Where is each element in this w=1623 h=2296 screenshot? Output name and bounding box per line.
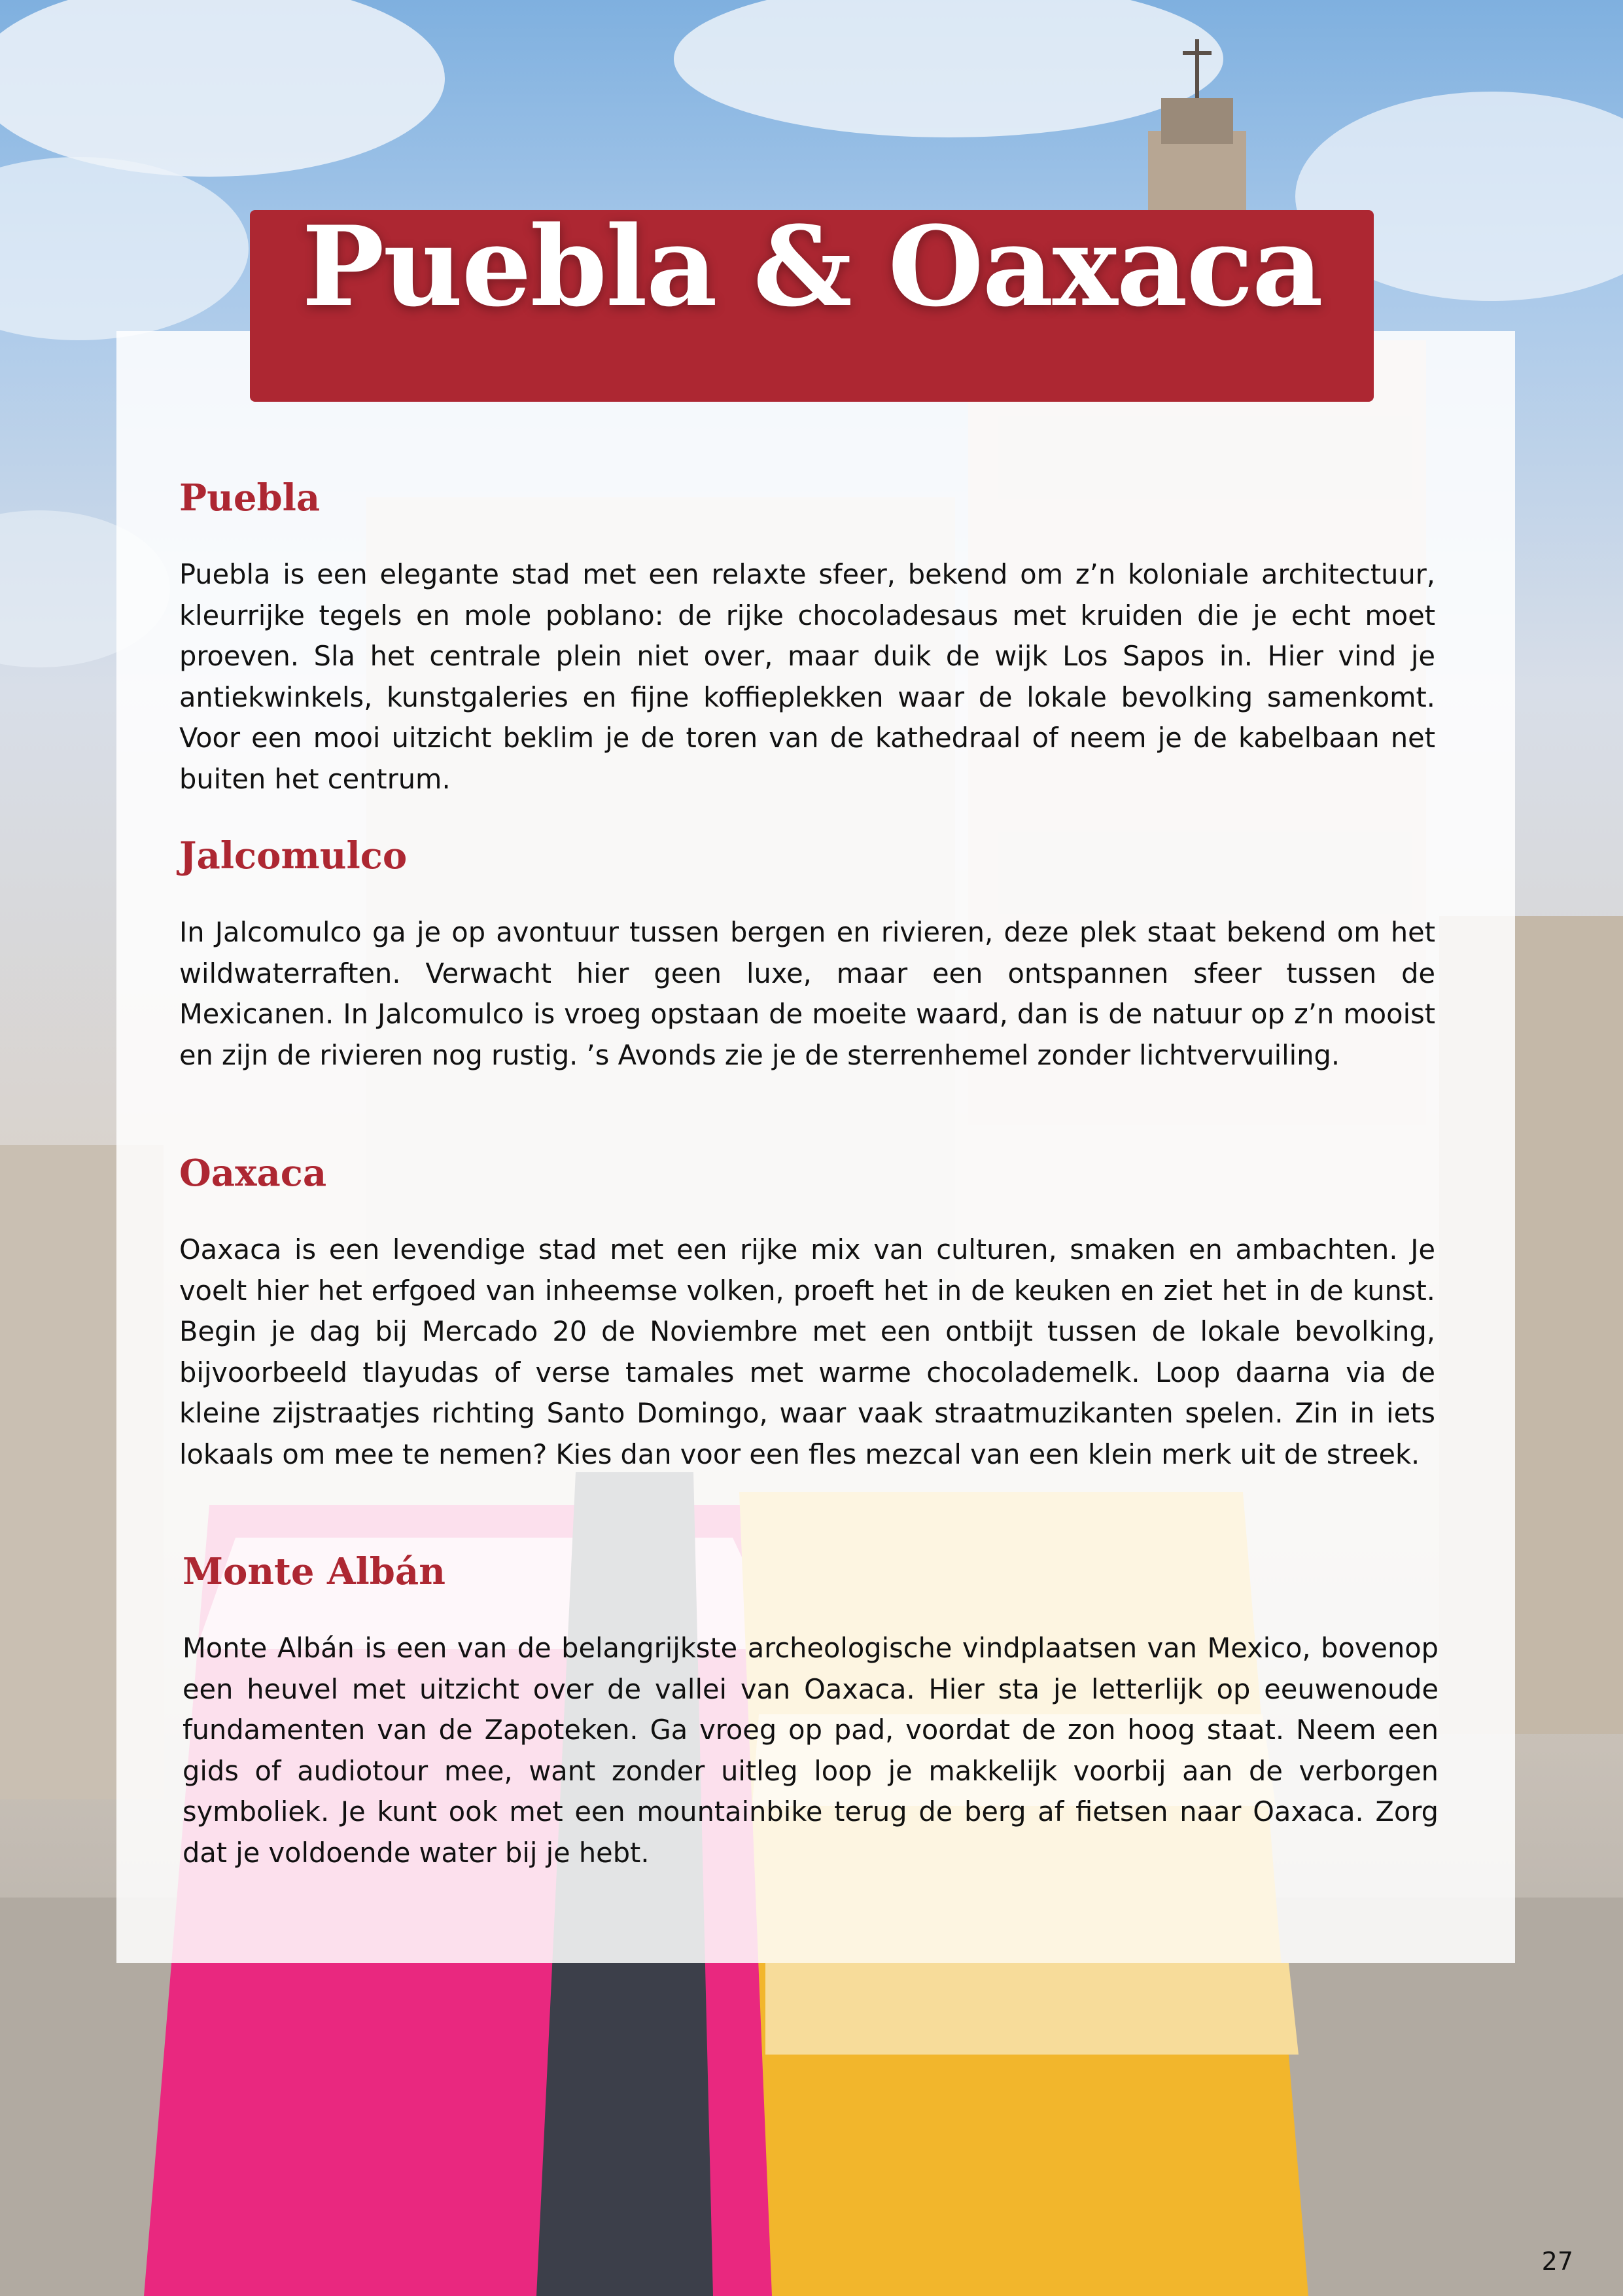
section-heading: Puebla xyxy=(179,476,321,520)
section-oaxaca xyxy=(179,1152,1435,1475)
section-jalcomulco xyxy=(179,834,1435,1076)
section-heading: Oaxaca xyxy=(179,1152,327,1195)
section-paragraph: In Jalcomulco ga je op avontuur tussen bergen en rivieren, deze plek staat bekend om het wildwaterraften. Verwacht hier geen luxe, maar een ontspannen sfeer tussen de Mexicanen. In Jalcomulco is vroeg opstaan de moeite waard, dan is de natuur op z’n mooist en zijn de rivieren nog rustig. ’s Avonds zie je de sterrenhemel zonder lichtvervuiling. xyxy=(179,916,1435,1071)
section-paragraph: Monte Albán is een van de belangrijkste archeologische vindplaatsen van Mexico, bovenop een heuvel met uitzicht over de vallei van Oaxaca. Hier sta je letterlijk op eeuwenoude fundamenten van de Zapoteken. Ga vroeg op pad, voordat de zon hoog staat. Neem een gids of audiotour mee, want zonder uitleg loop je makkelijk voorbij aan de verborgen symboliek. Je kunt ook met een mountainbike terug de berg af fietsen naar Oaxaca. Zorg dat je voldoende water bij je hebt. xyxy=(183,1632,1439,1869)
section-puebla xyxy=(179,476,1435,800)
section-heading: Monte Albán xyxy=(183,1550,445,1593)
section-monte-alban xyxy=(183,1550,1439,1874)
section-paragraph: Oaxaca is een levendige stad met een rijke mix van culturen, smaken en ambachten. Je voelt hier het erfgoed van inheemse volken, proeft het in de keuken en ziet het in de kunst. Begin je dag bij Mercado 20 de Noviembre met een ontbijt tussen de lokale bevolking, bijvoorbeeld tlayudas of verse tamales met warme chocolademelk. Loop daarna via de kleine zijstraatjes richting Santo Domingo, waar vaak straatmuzikanten spelen. Zin in iets lokaals om mee te nemen? Kies dan voor een fles mezcal van een klein merk uit de streek. xyxy=(179,1233,1435,1470)
title-banner xyxy=(250,202,1374,402)
page-number: 27 xyxy=(1541,2247,1573,2276)
section-heading: Jalcomulco xyxy=(179,834,408,877)
page-title: Puebla & Oaxaca xyxy=(302,202,1322,332)
section-paragraph: Puebla is een elegante stad met een relaxte sfeer, bekend om z’n koloniale architectuur, kleurrijke tegels en mole poblano: de rijke chocoladesaus met kruiden die je echt moet proeven. Sla het centrale plein niet over, maar duik de wijk Los Sapos in. Hier vind je antiekwinkels, kunstgaleries en fijne koffieplekken waar de lokale bevolking samenkomt. Voor een mooi uitzicht beklim je de toren van de kathedraal of neem je de kabelbaan net buiten het centrum. xyxy=(179,558,1435,795)
